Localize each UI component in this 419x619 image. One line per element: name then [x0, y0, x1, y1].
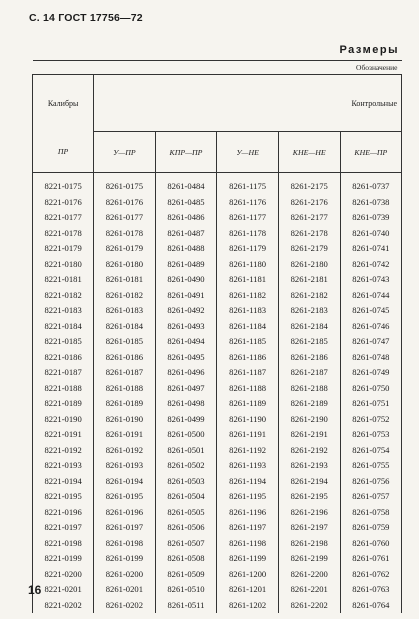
table-cell: 8261-2187: [278, 365, 340, 381]
table-cell: 8261-0199: [94, 551, 155, 567]
table-cell: 8261-0747: [340, 334, 401, 350]
table-cell: 8261-0510: [155, 582, 217, 598]
table-cell: 8261-1197: [217, 520, 278, 536]
table-row: [33, 319, 402, 335]
table-cell: 8261-0503: [155, 474, 217, 490]
table-cell: 8261-0746: [340, 319, 401, 335]
table-cell: 8221-0182: [33, 288, 94, 304]
table-row: [33, 210, 402, 226]
table-cell: 8261-0495: [155, 350, 217, 366]
table-row: [33, 173, 402, 195]
table-cell: 8221-0198: [33, 536, 94, 552]
table-cell: 8221-0187: [33, 365, 94, 381]
table-row: [33, 458, 402, 474]
table-cell: 8261-2201: [278, 582, 340, 598]
table-cell: 8261-2179: [278, 241, 340, 257]
table-cell: 8261-0752: [340, 412, 401, 428]
table-cell: 8261-0490: [155, 272, 217, 288]
table-row: [33, 272, 402, 288]
table-cell: 8261-0506: [155, 520, 217, 536]
table-cell: 8261-0738: [340, 195, 401, 211]
table-cell: 8261-0509: [155, 567, 217, 583]
table-cell: 8261-0185: [94, 334, 155, 350]
table-row: [33, 241, 402, 257]
table-cell: 8261-0187: [94, 365, 155, 381]
table-row: [33, 365, 402, 381]
table-cell: 8261-1186: [217, 350, 278, 366]
table-cell: 8261-0194: [94, 474, 155, 490]
table-cell: 8261-1193: [217, 458, 278, 474]
table-row: [33, 288, 402, 304]
table-cell: 8261-0748: [340, 350, 401, 366]
table-cell: 8261-1196: [217, 505, 278, 521]
table-row: [33, 520, 402, 536]
table-cell: 8261-2180: [278, 257, 340, 273]
table-cell: 8261-1183: [217, 303, 278, 319]
table-cell: 8261-0497: [155, 381, 217, 397]
table-cell: 8261-0176: [94, 195, 155, 211]
table-cell: 8221-0185: [33, 334, 94, 350]
table-cell: 8261-2181: [278, 272, 340, 288]
table-cell: 8221-0177: [33, 210, 94, 226]
table-cell: 8221-0181: [33, 272, 94, 288]
table-cell: 8261-0192: [94, 443, 155, 459]
table-cell: 8261-2183: [278, 303, 340, 319]
table-cell: 8261-0742: [340, 257, 401, 273]
table-cell: 8261-0755: [340, 458, 401, 474]
table-cell: 8261-0751: [340, 396, 401, 412]
table-cell: 8261-2182: [278, 288, 340, 304]
table-row: [33, 412, 402, 428]
table-cell: 8221-0199: [33, 551, 94, 567]
table-cell: 8261-1199: [217, 551, 278, 567]
table-cell: 8261-0489: [155, 257, 217, 273]
table-cell: 8261-0507: [155, 536, 217, 552]
table-cell: 8261-2200: [278, 567, 340, 583]
table-cell: 8261-0761: [340, 551, 401, 567]
table-cell: 8261-0502: [155, 458, 217, 474]
table-row: [33, 195, 402, 211]
table-cell: 8261-0760: [340, 536, 401, 552]
table-cell: 8261-0183: [94, 303, 155, 319]
table-cell: 8221-0195: [33, 489, 94, 505]
table-row: [33, 489, 402, 505]
table-cell: 8261-0737: [340, 173, 401, 195]
table-cell: 8261-2190: [278, 412, 340, 428]
table-cell: 8261-0498: [155, 396, 217, 412]
group-header-control: Контрольные: [94, 75, 402, 132]
table-cell: 8221-0175: [33, 173, 94, 195]
table-cell: 8221-0178: [33, 226, 94, 242]
table-row: [33, 381, 402, 397]
table-row: [33, 350, 402, 366]
table-cell: 8261-0750: [340, 381, 401, 397]
table-cell: 8261-0496: [155, 365, 217, 381]
table-cell: 8261-1184: [217, 319, 278, 335]
table-cell: 8261-0500: [155, 427, 217, 443]
table-cell: 8261-0196: [94, 505, 155, 521]
table-cell: 8261-0504: [155, 489, 217, 505]
section-title: Размеры: [339, 44, 399, 56]
table-cell: 8261-1194: [217, 474, 278, 490]
table-row: [33, 536, 402, 552]
table-cell: 8221-0176: [33, 195, 94, 211]
table-cell: 8261-0754: [340, 443, 401, 459]
column-header: ПР: [33, 132, 94, 173]
table-cell: 8261-2185: [278, 334, 340, 350]
table-cell: 8261-0188: [94, 381, 155, 397]
table-cell: 8261-1195: [217, 489, 278, 505]
table-cell: 8261-2202: [278, 598, 340, 614]
table-cell: 8261-1182: [217, 288, 278, 304]
table-cell: 8261-2195: [278, 489, 340, 505]
table-cell: 8261-2199: [278, 551, 340, 567]
table-cell: 8221-0201: [33, 582, 94, 598]
table-row: [33, 427, 402, 443]
table-cell: 8261-1188: [217, 381, 278, 397]
table-cell: 8261-0749: [340, 365, 401, 381]
table-cell: 8261-0757: [340, 489, 401, 505]
table-cell: 8261-0190: [94, 412, 155, 428]
table-cell: 8261-2196: [278, 505, 340, 521]
table-cell: 8221-0192: [33, 443, 94, 459]
table-row: [33, 303, 402, 319]
table-row: [33, 474, 402, 490]
table-cell: 8261-0744: [340, 288, 401, 304]
table-cell: 8261-0763: [340, 582, 401, 598]
table-cell: 8261-1191: [217, 427, 278, 443]
table-row: [33, 443, 402, 459]
table-cell: 8221-0188: [33, 381, 94, 397]
table-cell: 8261-0758: [340, 505, 401, 521]
table-cell: 8261-2176: [278, 195, 340, 211]
table-cell: 8221-0183: [33, 303, 94, 319]
table-cell: 8261-2193: [278, 458, 340, 474]
table-cell: 8261-1192: [217, 443, 278, 459]
table-row: [33, 582, 402, 598]
table-cell: 8261-1177: [217, 210, 278, 226]
table-cell: 8221-0197: [33, 520, 94, 536]
table-cell: 8261-0740: [340, 226, 401, 242]
table-row: [33, 226, 402, 242]
table-cell: 8261-0492: [155, 303, 217, 319]
table-cell: 8221-0202: [33, 598, 94, 614]
table-row: [33, 551, 402, 567]
table-cell: 8261-2198: [278, 536, 340, 552]
table-cell: 8221-0179: [33, 241, 94, 257]
table-row: [33, 598, 402, 614]
table-cell: 8261-0762: [340, 567, 401, 583]
table-cell: 8261-1176: [217, 195, 278, 211]
table-cell: 8261-0486: [155, 210, 217, 226]
table-cell: 8221-0194: [33, 474, 94, 490]
table-row: [33, 505, 402, 521]
table-cell: 8261-1179: [217, 241, 278, 257]
table-cell: 8261-1201: [217, 582, 278, 598]
table-cell: 8261-2186: [278, 350, 340, 366]
table-cell: 8261-2177: [278, 210, 340, 226]
table-cell: 8261-1178: [217, 226, 278, 242]
table-cell: 8261-2175: [278, 173, 340, 195]
table-cell: 8261-2189: [278, 396, 340, 412]
table-cell: 8261-0180: [94, 257, 155, 273]
table-row: [33, 334, 402, 350]
table-cell: 8261-0200: [94, 567, 155, 583]
table-cell: 8261-0501: [155, 443, 217, 459]
table-cell: 8261-2192: [278, 443, 340, 459]
table-cell: 8261-1175: [217, 173, 278, 195]
table-cell: 8221-0190: [33, 412, 94, 428]
table-cell: 8261-2197: [278, 520, 340, 536]
table-cell: 8261-0499: [155, 412, 217, 428]
column-header: КНЕ—НЕ: [278, 132, 340, 173]
table-cell: 8221-0186: [33, 350, 94, 366]
table-row: [33, 567, 402, 583]
table-cell: 8261-0487: [155, 226, 217, 242]
table-cell: 8261-0493: [155, 319, 217, 335]
table-cell: 8261-1198: [217, 536, 278, 552]
table-cell: 8261-0485: [155, 195, 217, 211]
table-cell: 8261-0511: [155, 598, 217, 614]
table-cell: 8261-0741: [340, 241, 401, 257]
table-cell: 8221-0193: [33, 458, 94, 474]
table-cell: 8261-0175: [94, 173, 155, 195]
table-cell: 8221-0184: [33, 319, 94, 335]
table-cell: 8261-0189: [94, 396, 155, 412]
table-cell: 8261-0198: [94, 536, 155, 552]
table-cell: 8261-2191: [278, 427, 340, 443]
table-cell: 8221-0189: [33, 396, 94, 412]
table-cell: 8261-0191: [94, 427, 155, 443]
table-cell: 8221-0191: [33, 427, 94, 443]
table-cell: 8261-0197: [94, 520, 155, 536]
page-number: 16: [28, 583, 42, 597]
table-cell: 8261-0186: [94, 350, 155, 366]
table-cell: 8261-0739: [340, 210, 401, 226]
table-cell: 8221-0200: [33, 567, 94, 583]
table-cell: 8261-2188: [278, 381, 340, 397]
table-cell: 8261-0178: [94, 226, 155, 242]
table-cell: 8261-0182: [94, 288, 155, 304]
table-cell: 8261-0764: [340, 598, 401, 614]
table-row: [33, 396, 402, 412]
table-cell: 8261-0201: [94, 582, 155, 598]
table-cell: 8261-1200: [217, 567, 278, 583]
table-cell: 8261-2194: [278, 474, 340, 490]
table-cell: 8261-0488: [155, 241, 217, 257]
table-cell: 8261-0743: [340, 272, 401, 288]
table-cell: 8221-0196: [33, 505, 94, 521]
table-cell: 8261-0756: [340, 474, 401, 490]
table-cell: 8261-1187: [217, 365, 278, 381]
table-cell: 8261-0195: [94, 489, 155, 505]
designation-header: Обозначение: [33, 61, 402, 75]
column-header: КПР—ПР: [155, 132, 217, 173]
table-cell: 8261-0202: [94, 598, 155, 614]
table-cell: 8261-0181: [94, 272, 155, 288]
table-cell: 8261-0179: [94, 241, 155, 257]
table-body: [33, 173, 402, 614]
table-cell: 8261-0491: [155, 288, 217, 304]
table-cell: 8261-1190: [217, 412, 278, 428]
dimensions-table: [32, 60, 402, 613]
table-cell: 8261-2184: [278, 319, 340, 335]
table-cell: 8261-0177: [94, 210, 155, 226]
table-cell: 8261-0193: [94, 458, 155, 474]
column-header: КНЕ—ПР: [340, 132, 401, 173]
column-header: У—ПР: [94, 132, 155, 173]
table-cell: 8261-0484: [155, 173, 217, 195]
table-cell: 8261-1180: [217, 257, 278, 273]
column-header: У—НЕ: [217, 132, 278, 173]
table-cell: 8261-0753: [340, 427, 401, 443]
group-header-calibers: Калибры: [33, 75, 94, 132]
table-cell: 8221-0180: [33, 257, 94, 273]
page-header: С. 14 ГОСТ 17756—72: [29, 12, 143, 24]
table-cell: 8261-0505: [155, 505, 217, 521]
table-cell: 8261-0184: [94, 319, 155, 335]
table-cell: 8261-1185: [217, 334, 278, 350]
table-cell: 8261-1189: [217, 396, 278, 412]
table-cell: 8261-0745: [340, 303, 401, 319]
table-cell: 8261-0759: [340, 520, 401, 536]
table-cell: 8261-0494: [155, 334, 217, 350]
table-row: [33, 257, 402, 273]
table-cell: 8261-2178: [278, 226, 340, 242]
table-cell: 8261-0508: [155, 551, 217, 567]
table-cell: 8261-1181: [217, 272, 278, 288]
table-cell: 8261-1202: [217, 598, 278, 614]
